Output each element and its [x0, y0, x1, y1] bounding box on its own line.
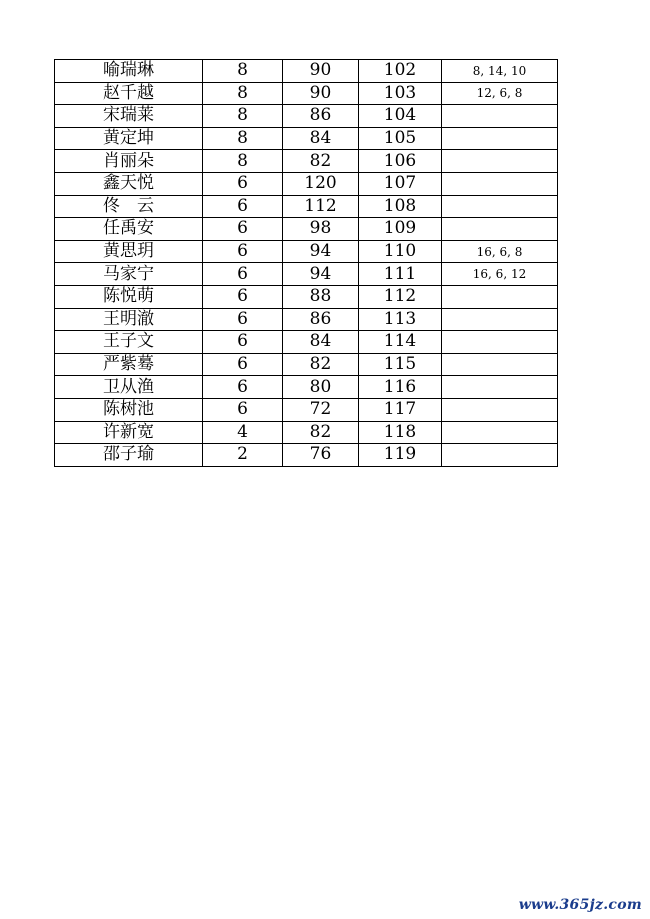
cell-col3: 90 — [283, 60, 359, 83]
cell-col2: 6 — [203, 195, 283, 218]
cell-col2: 6 — [203, 376, 283, 399]
cell-name: 黄思玥 — [55, 240, 203, 263]
table-row — [55, 82, 558, 105]
score-table — [54, 59, 558, 467]
cell-col2: 8 — [203, 127, 283, 150]
table-row — [55, 398, 558, 421]
table-row — [55, 263, 558, 286]
table-row — [55, 444, 558, 467]
table-row — [55, 421, 558, 444]
cell-col3: 84 — [283, 331, 359, 354]
cell-col3: 86 — [283, 308, 359, 331]
cell-note — [442, 127, 558, 150]
cell-note: 12, 6, 8 — [442, 82, 558, 105]
cell-col3: 80 — [283, 376, 359, 399]
cell-col2: 6 — [203, 240, 283, 263]
cell-name: 宋瑞莱 — [55, 105, 203, 128]
cell-col3: 94 — [283, 263, 359, 286]
cell-col3: 82 — [283, 353, 359, 376]
cell-rank: 109 — [359, 218, 442, 241]
cell-rank: 113 — [359, 308, 442, 331]
cell-col3: 90 — [283, 82, 359, 105]
cell-note — [442, 308, 558, 331]
watermark: www.365jz.com — [518, 897, 642, 913]
cell-name: 鑫天悦 — [55, 172, 203, 195]
cell-rank: 108 — [359, 195, 442, 218]
cell-col2: 6 — [203, 285, 283, 308]
cell-note — [442, 376, 558, 399]
cell-note: 16, 6, 8 — [442, 240, 558, 263]
cell-name: 喻瑞琳 — [55, 60, 203, 83]
cell-name: 邵子瑜 — [55, 444, 203, 467]
cell-note — [442, 218, 558, 241]
cell-name: 肖丽朵 — [55, 150, 203, 173]
table-row — [55, 353, 558, 376]
cell-note — [442, 172, 558, 195]
cell-rank: 105 — [359, 127, 442, 150]
cell-note — [442, 105, 558, 128]
cell-note — [442, 444, 558, 467]
cell-note — [442, 421, 558, 444]
cell-name: 佟 云 — [55, 195, 203, 218]
cell-rank: 104 — [359, 105, 442, 128]
cell-col3: 120 — [283, 172, 359, 195]
cell-col2: 6 — [203, 263, 283, 286]
cell-col2: 6 — [203, 172, 283, 195]
cell-name: 陈树池 — [55, 398, 203, 421]
table-row — [55, 150, 558, 173]
cell-name: 王明澈 — [55, 308, 203, 331]
cell-col2: 8 — [203, 105, 283, 128]
cell-col3: 82 — [283, 150, 359, 173]
table-row — [55, 376, 558, 399]
cell-note: 16, 6, 12 — [442, 263, 558, 286]
cell-col2: 6 — [203, 331, 283, 354]
cell-col2: 8 — [203, 150, 283, 173]
table-row — [55, 60, 558, 83]
cell-rank: 112 — [359, 285, 442, 308]
cell-rank: 103 — [359, 82, 442, 105]
cell-name: 黄定坤 — [55, 127, 203, 150]
table-row — [55, 240, 558, 263]
cell-col2: 4 — [203, 421, 283, 444]
cell-note — [442, 331, 558, 354]
cell-rank: 115 — [359, 353, 442, 376]
cell-col3: 72 — [283, 398, 359, 421]
cell-name: 严紫蓦 — [55, 353, 203, 376]
cell-name: 马家宁 — [55, 263, 203, 286]
cell-col2: 2 — [203, 444, 283, 467]
cell-col2: 8 — [203, 60, 283, 83]
cell-rank: 119 — [359, 444, 442, 467]
cell-col2: 8 — [203, 82, 283, 105]
table-row — [55, 331, 558, 354]
cell-col2: 6 — [203, 218, 283, 241]
score-table-body — [55, 60, 558, 467]
cell-name: 王子文 — [55, 331, 203, 354]
cell-note — [442, 398, 558, 421]
table-row — [55, 105, 558, 128]
table-row — [55, 218, 558, 241]
cell-col3: 94 — [283, 240, 359, 263]
cell-col3: 76 — [283, 444, 359, 467]
table-row — [55, 127, 558, 150]
cell-rank: 118 — [359, 421, 442, 444]
cell-col3: 84 — [283, 127, 359, 150]
cell-name: 卫从渔 — [55, 376, 203, 399]
cell-col3: 98 — [283, 218, 359, 241]
cell-col3: 82 — [283, 421, 359, 444]
table-row — [55, 195, 558, 218]
cell-rank: 107 — [359, 172, 442, 195]
cell-col2: 6 — [203, 308, 283, 331]
cell-name: 许新宽 — [55, 421, 203, 444]
cell-note: 8, 14, 10 — [442, 60, 558, 83]
table-row — [55, 308, 558, 331]
cell-note — [442, 150, 558, 173]
cell-col3: 88 — [283, 285, 359, 308]
cell-col3: 86 — [283, 105, 359, 128]
cell-rank: 117 — [359, 398, 442, 421]
cell-name: 赵千越 — [55, 82, 203, 105]
cell-note — [442, 353, 558, 376]
table-row — [55, 172, 558, 195]
cell-rank: 116 — [359, 376, 442, 399]
cell-col2: 6 — [203, 353, 283, 376]
cell-col3: 112 — [283, 195, 359, 218]
cell-name: 任禹安 — [55, 218, 203, 241]
cell-rank: 110 — [359, 240, 442, 263]
cell-rank: 102 — [359, 60, 442, 83]
cell-col2: 6 — [203, 398, 283, 421]
cell-note — [442, 195, 558, 218]
cell-rank: 106 — [359, 150, 442, 173]
cell-name: 陈悦萌 — [55, 285, 203, 308]
table-row — [55, 285, 558, 308]
cell-rank: 114 — [359, 331, 442, 354]
cell-rank: 111 — [359, 263, 442, 286]
cell-note — [442, 285, 558, 308]
